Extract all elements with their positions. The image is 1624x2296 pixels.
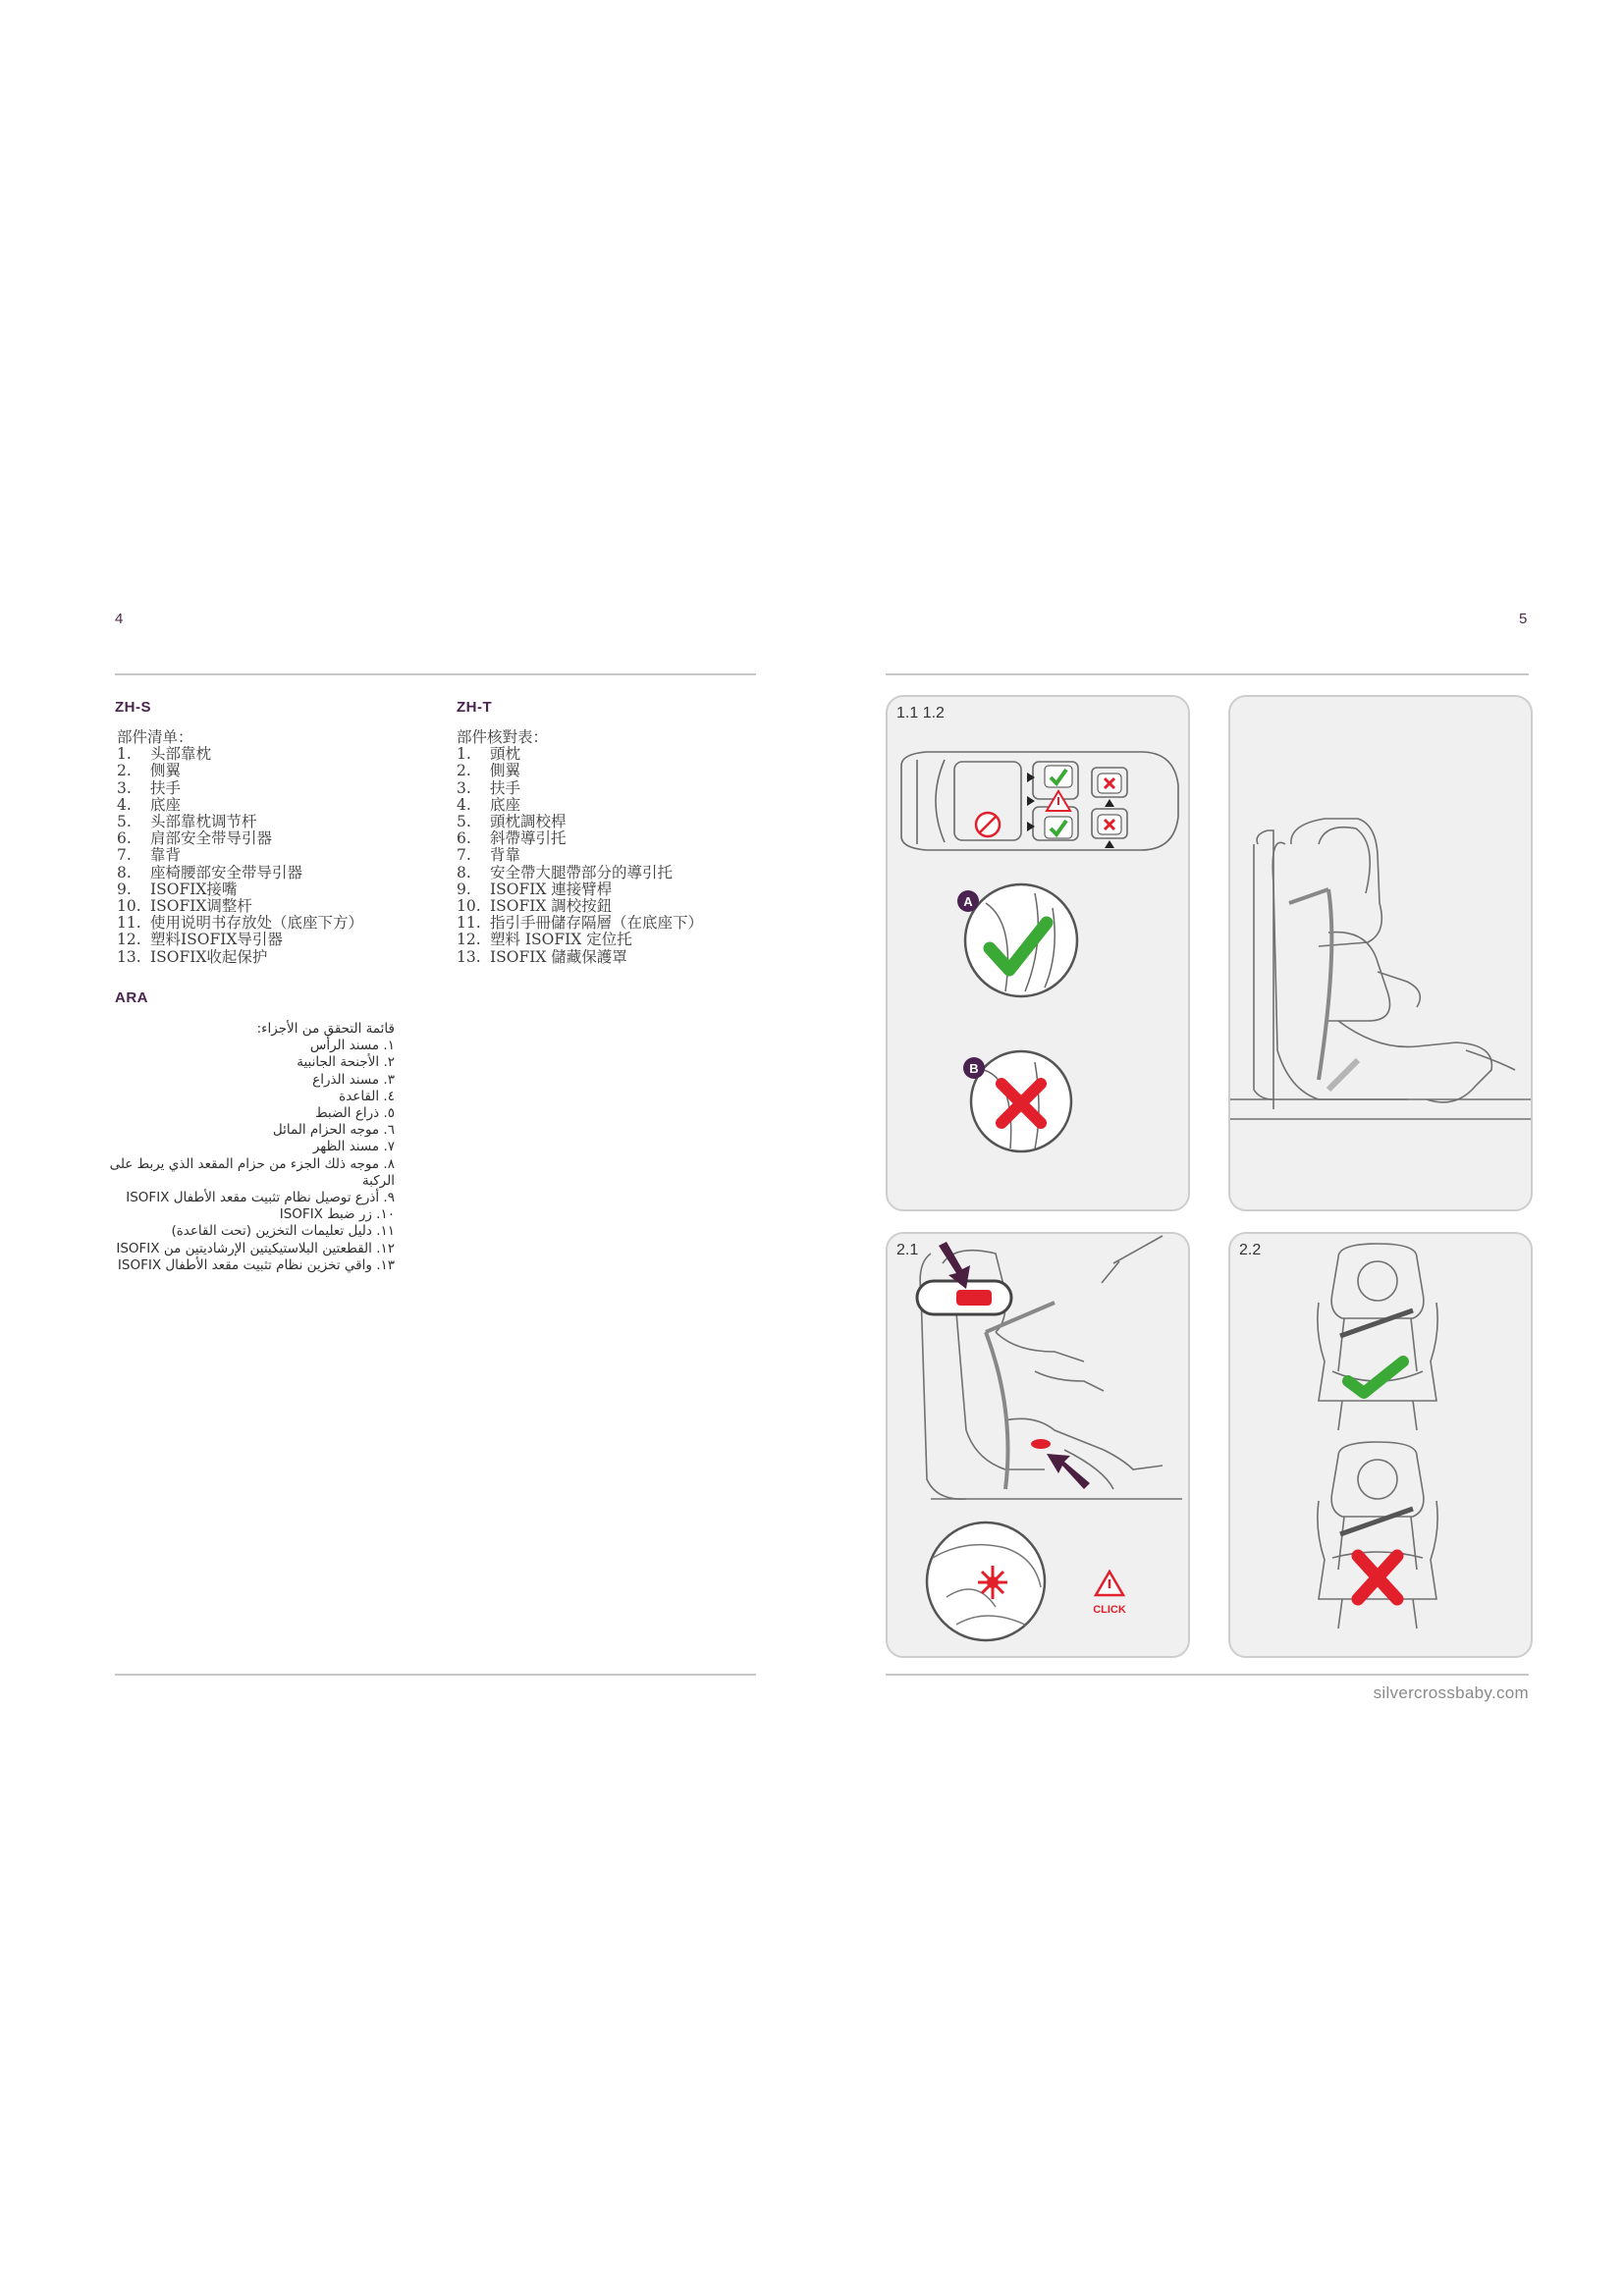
page-number-left: 4 xyxy=(115,611,124,627)
list-item: 6. 斜帶導引托 xyxy=(457,829,567,848)
click-label: CLICK xyxy=(1093,1604,1126,1616)
zh-t-parts-list xyxy=(457,729,703,966)
list-item: ١١. دليل تعليمات التخزين (تحت القاعدة) xyxy=(171,1223,395,1240)
footer-website: silvercrossbaby.com xyxy=(1373,1683,1529,1702)
detail-circle-b xyxy=(963,1051,1071,1151)
cross-icon xyxy=(1098,815,1121,834)
illustration-panel-2-2 xyxy=(1228,1232,1533,1658)
list-item: ٩. أذرع توصيل نظام تثبيت مقعد الأطفال ISOFIX xyxy=(126,1190,395,1206)
cross-icon xyxy=(1098,774,1121,793)
check-icon xyxy=(1045,817,1072,838)
list-item: ٣. مسند الذراع xyxy=(312,1071,395,1088)
badge-a: A xyxy=(963,894,973,909)
cross-icon xyxy=(1358,1556,1397,1599)
list-item: ٥. ذراع الضبط xyxy=(315,1105,395,1122)
vehicle-top-view xyxy=(901,752,1178,850)
warning-icon xyxy=(1047,791,1070,811)
bottom-rule-left xyxy=(115,1674,756,1676)
panel-label: 2.1 xyxy=(896,1242,919,1258)
panel-label: 2.2 xyxy=(1239,1242,1262,1258)
list-item: 9. ISOFIX 連接臂桿 xyxy=(457,880,613,898)
zh-t-heading: ZH-T xyxy=(457,699,493,716)
list-item: 4. 底座 xyxy=(117,795,182,814)
zh-t-title: 部件核對表： xyxy=(457,728,549,746)
zh-s-heading: ZH-S xyxy=(115,699,151,716)
headrest-lever-detail xyxy=(917,1242,1011,1314)
top-rule-right xyxy=(886,673,1529,675)
check-icon xyxy=(1348,1362,1403,1393)
page-number-right: 5 xyxy=(1519,611,1528,627)
list-item: 10. ISOFIX调整杆 xyxy=(117,897,252,916)
list-item: 13. ISOFIX 儲藏保護罩 xyxy=(457,947,627,966)
list-item: 11. 指引手冊儲存隔層（在底座下） xyxy=(457,914,704,933)
list-item: ٦. موجه الحزام المائل xyxy=(272,1122,395,1139)
list-item: 7. 靠背 xyxy=(117,846,182,865)
list-item: الركبة xyxy=(361,1172,395,1189)
list-item: 3. 扶手 xyxy=(457,778,521,797)
detail-circle-click xyxy=(927,1522,1045,1640)
list-item: 11. 使用说明书存放处（底座下方） xyxy=(117,914,364,933)
list-item: 1. 頭枕 xyxy=(457,745,521,764)
child-correct-belt xyxy=(1318,1244,1437,1430)
list-item: ٢. الأجنحة الجانبية xyxy=(297,1054,395,1071)
list-item: ١٠. زر ضبط ISOFIX xyxy=(279,1206,395,1223)
list-item: 12. 塑料 ISOFIX 定位托 xyxy=(457,931,632,949)
arrow-icon xyxy=(1047,1454,1090,1489)
no-airbag-icon xyxy=(976,813,1000,836)
illustration-panel-1-1 xyxy=(886,695,1190,1211)
list-item: 1. 头部靠枕 xyxy=(117,745,212,764)
headrest-adjust-illustration xyxy=(888,1234,1188,1656)
bottom-rule-right xyxy=(886,1674,1529,1676)
zh-s-title: 部件清单： xyxy=(117,728,193,746)
list-item: ١٣. واقي تخزين نظام تثبيت مقعد الأطفال ISOFIX xyxy=(117,1256,395,1273)
list-item: 6. 肩部安全带导引器 xyxy=(117,829,273,848)
list-item: 10. ISOFIX 調校按鈕 xyxy=(457,897,613,916)
illustration-panel-seat-child xyxy=(1228,695,1533,1211)
list-item: 3. 扶手 xyxy=(117,778,182,797)
badge-b: B xyxy=(969,1061,979,1076)
list-item: ٨. موجه ذلك الجزء من حزام المقعد الذي يربط على xyxy=(109,1155,395,1172)
car-seat-isofix-illustration xyxy=(888,697,1188,1209)
list-item: 13. ISOFIX收起保护 xyxy=(117,947,268,966)
child-wrong-belt xyxy=(1318,1442,1437,1629)
ara-heading: ARA xyxy=(115,989,148,1006)
panel-label: 1.1 1.2 xyxy=(896,705,945,721)
warning-icon xyxy=(1093,1572,1126,1616)
list-item: 7. 背靠 xyxy=(457,846,521,865)
list-item: قائمة التحقق من الأجزاء: xyxy=(256,1021,395,1037)
zh-s-parts-list xyxy=(117,729,363,966)
list-item: ٧. مسند الظهر xyxy=(312,1139,395,1155)
belt-position-illustration xyxy=(1230,1234,1531,1656)
list-item: 9. ISOFIX接嘴 xyxy=(117,880,238,898)
list-item: 2. 侧翼 xyxy=(117,762,182,780)
list-item: 5. 头部靠枕调节杆 xyxy=(117,813,257,831)
top-rule-left xyxy=(115,673,756,675)
detail-circle-a xyxy=(957,884,1077,996)
button-highlight xyxy=(1031,1439,1051,1449)
list-item: ١٢. القطعتين البلاستيكيتين الإرشاديتين من ISOFIX xyxy=(116,1240,395,1256)
list-item: 12. 塑料ISOFIX导引器 xyxy=(117,931,283,949)
child-in-seat-illustration xyxy=(1230,697,1531,1209)
list-item: 4. 底座 xyxy=(457,795,521,814)
illustration-panel-2-1 xyxy=(886,1232,1190,1658)
list-item: ١. مسند الرأس xyxy=(309,1038,395,1054)
check-icon xyxy=(1045,766,1072,787)
ara-parts-list xyxy=(109,1021,395,1274)
list-item: 8. 座椅腰部安全带导引器 xyxy=(117,863,303,881)
list-item: 8. 安全帶大腿帶部分的導引托 xyxy=(457,863,674,881)
list-item: 5. 頭枕調校桿 xyxy=(457,813,567,831)
list-item: ٤. القاعدة xyxy=(339,1088,395,1104)
list-item: 2. 側翼 xyxy=(457,762,521,780)
